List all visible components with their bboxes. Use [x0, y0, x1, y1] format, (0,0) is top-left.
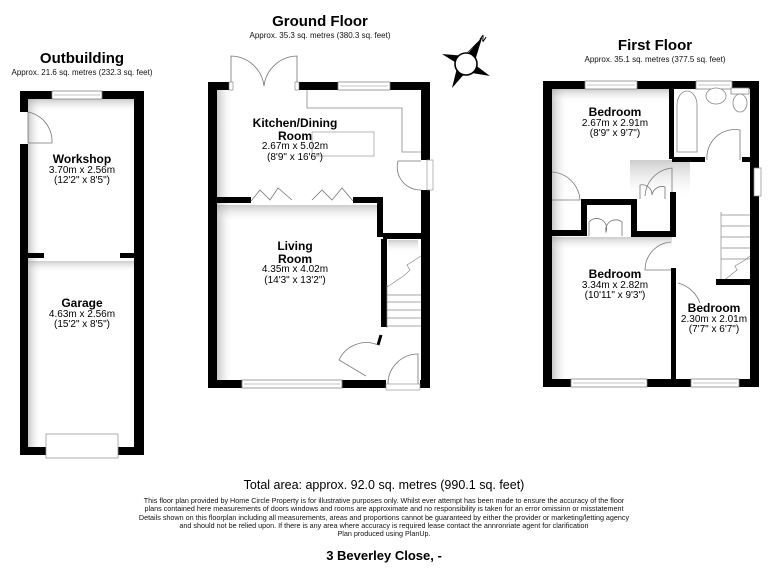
svg-text:N: N: [477, 33, 488, 44]
room-label-workshop: Workshop 3.70m x 2.56m (12'2" x 8'5"): [48, 152, 116, 187]
ground-floor-title: Ground Floor: [272, 13, 368, 30]
ground-floor-area: Approx. 35.3 sq. metres (380.3 sq. feet): [249, 31, 391, 40]
room-label-bedroom-2: Bedroom 3.34m x 2.82m (10'11" x 9'3"): [581, 267, 649, 302]
disclaimer-line: and should not be relied upon. If there is any area where accuracy is required lease contact the annronriate agent for clarification: [179, 520, 589, 530]
first-floor-title: First Floor: [617, 37, 693, 54]
disclaimer-line: This floor plan provided by Home Circle Property is for illustrative purposes only. Whilst ever attempt has been made to ensure the accuracy of the floor: [143, 496, 625, 505]
room-label-kitchen-dining: Kitchen/Dining Room 2.67m x 5.02m (8'9" x 16'6"): [252, 116, 338, 163]
first-floor-area: Approx. 35.1 sq. metres (377.5 sq. feet): [584, 55, 726, 64]
room-label-bedroom-1: Bedroom 2.67m x 2.91m (8'9" x 9'7"): [581, 105, 649, 140]
outbuilding-area: Approx. 21.6 sq. metres (232.3 sq. feet): [11, 68, 153, 77]
disclaimer-line: Details shown on this floorplan including all measurements, areas and proportions cannot be guaranteed by either the provider or marketing/letting agency: [138, 512, 630, 522]
disclaimer: [0, 497, 768, 538]
room-label-garage: Garage 4.63m x 2.56m (15'2" x 8'5"): [48, 296, 116, 331]
disclaimer-line: Plan produced using PlanUp.: [337, 529, 431, 539]
disclaimer-line: plans contained here measurements of doors windows and rooms are approximate and no responsibility is taken for an error omissinn or misstatement: [144, 504, 624, 514]
room-label-bedroom-3: Bedroom 2.30m x 2.01m (7'7" x 6'7"): [680, 301, 748, 336]
outbuilding-title: Outbuilding: [39, 50, 125, 67]
outbuilding-plan: [20, 91, 144, 458]
total-area: Total area: approx. 92.0 sq. metres (990.1 sq. feet): [243, 478, 525, 492]
ground-floor-plan: [208, 56, 433, 390]
property-address: 3 Beverley Close, -: [326, 548, 442, 563]
room-label-living-room: Living Room 4.35m x 4.02m (14'3" x 13'2"): [261, 239, 329, 286]
compass-north-icon: [442, 33, 490, 88]
